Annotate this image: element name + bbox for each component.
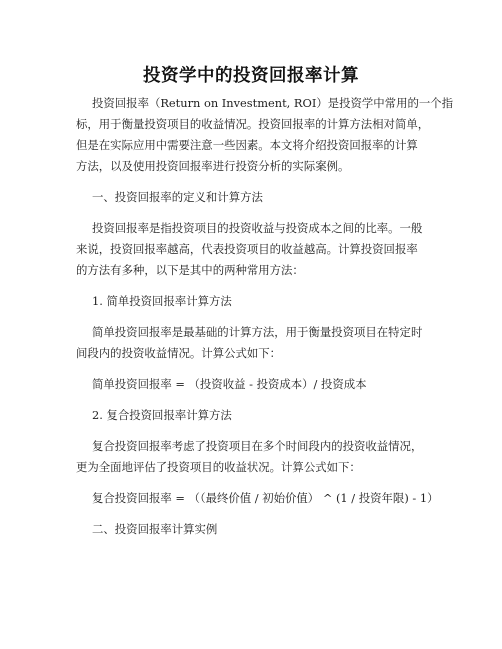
method1-formula: 简单投资回报率 = （投资收益 - 投资成本）/ 投资成本 xyxy=(92,377,367,391)
document-title: 投资学中的投资回报率计算 xyxy=(143,66,359,86)
intro-line-3: 但是在实际应用中需要注意一些因素。本文将介绍投资回报率的计算 xyxy=(76,138,418,152)
section1-line-2: 来说，投资回报率越高，代表投资项目的收益越高。计算投资回报率 xyxy=(76,242,418,256)
section1-line-1: 投资回报率是指投资项目的投资收益与投资成本之间的比率。一般 xyxy=(92,221,423,235)
method1-line-2: 间段内的投资收益情况。计算公式如下： xyxy=(76,346,282,360)
intro-line-1: 投资回报率（Return on Investment, ROI）是投资学中常用的一个指 xyxy=(92,96,454,110)
section-heading-2: 二、投资回报率计算实例 xyxy=(92,522,218,536)
intro-line-2: 标，用于衡量投资项目的收益情况。投资回报率的计算方法相对简单， xyxy=(76,117,430,131)
section-heading-1: 一、投资回报率的定义和计算方法 xyxy=(92,190,263,204)
section1-line-3: 的方法有多种，以下是其中的两种常用方法： xyxy=(76,263,304,277)
method2-line-1: 复合投资回报率考虑了投资项目在多个时间段内的投资收益情况， xyxy=(92,439,423,453)
intro-line-4: 方法，以及使用投资回报率进行投资分析的实际案例。 xyxy=(76,159,350,173)
method1-line-1: 简单投资回报率是最基础的计算方法，用于衡量投资项目在特定时 xyxy=(92,325,423,339)
method1-heading: 1. 简单投资回报率计算方法 xyxy=(92,294,232,308)
method2-heading: 2. 复合投资回报率计算方法 xyxy=(92,408,232,422)
method2-line-2: 更为全面地评估了投资项目的收益状况。计算公式如下： xyxy=(76,460,361,474)
method2-formula: 复合投资回报率 = （（最终价值 / 初始价值） ^ (1 / 投资年限) - 1） xyxy=(92,491,439,505)
